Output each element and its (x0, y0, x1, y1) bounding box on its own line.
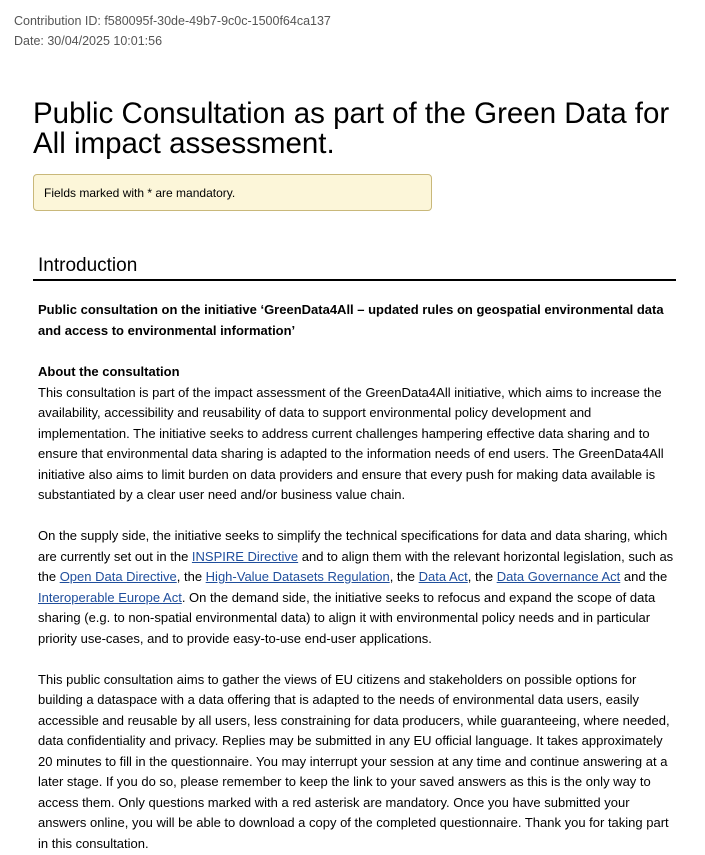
contribution-meta (14, 11, 331, 51)
section-divider (33, 279, 676, 281)
page-title: Public Consultation as part of the Green Data for All impact assessment. (33, 97, 670, 160)
high-value-datasets-link[interactable]: High-Value Datasets Regulation (205, 569, 390, 584)
supply-text-4: , the (389, 569, 419, 584)
supply-text-2: and to align them with the relevant horizontal legislation, such as the (38, 548, 674, 584)
interoperable-europe-act-link[interactable]: Interoperable Europe Act (38, 589, 182, 605)
supply-text-1: On the supply side, the initiative seeks to simplify the technical specifications for data and data sharing, which are currently set out in the (38, 528, 668, 564)
supply-text-3: , the (176, 569, 206, 584)
intro-content (38, 300, 678, 854)
open-data-directive-link[interactable]: Open Data Directive (59, 569, 177, 584)
mandatory-fields-notice: Fields marked with * are mandatory. (33, 174, 432, 211)
supply-text-5: , the (467, 569, 497, 584)
consultation-subject: Public consultation on the initiative ‘GreenData4All – updated rules on geospatial environmental data and access to environmental information’ (38, 302, 664, 338)
data-act-link[interactable]: Data Act (418, 569, 468, 584)
about-heading: About the consultation (38, 364, 180, 379)
closing-paragraph: This public consultation aims to gather the views of EU citizens and stakeholders on possible options for building a dataspace with a data offering that is adapted to the needs of environmental data users, easily accessible and reusable by all users, less constraining for data producers, while guaranteeing, where needed, data confidentiality and privacy. Replies may be submitted in any EU official language. It takes approximately 20 minutes to fill in the questionnaire. You may interrupt your session at any time and continue answering at a later stage. If you do so, please remember to keep the link to your saved answers as this is the only way to access them. Only questions marked with a red asterisk are mandatory. Once you have submitted your answers online, you will be able to download a copy of the completed questionnaire. Thank you for taking part in this consultation. (38, 671, 670, 851)
section-title: Introduction (38, 255, 138, 276)
about-paragraph: This consultation is part of the impact assessment of the GreenData4All initiative, which aims to increase the availability, accessibility and reusability of data to support environmental policy development and implementation. The initiative seeks to address current challenges hampering effective data sharing and to ensure that environmental data sharing is adapted to the information needs of end users. The GreenData4All initiative also aims to limit burden on data providers and ensure that every push for making data available is substantiated by a clear user need and/or business value chain. (38, 384, 664, 502)
supply-text-6: and the (620, 569, 668, 584)
contribution-id: Contribution ID: f580095f-30de-49b7-9c0c-1500f64ca137 (14, 14, 331, 28)
contribution-date: Date: 30/04/2025 10:01:56 (14, 34, 163, 48)
supply-text-7: . On the demand side, the initiative seeks to refocus and expand the scope of data sharing (e.g. to non-spatial environmental data) to align it with environmental policy needs and in particular priority use-cases, and to provide easy-to-use end-user applications. (38, 589, 656, 646)
data-governance-act-link[interactable]: Data Governance Act (496, 569, 621, 584)
inspire-directive-link[interactable]: INSPIRE Directive (191, 548, 299, 564)
supply-paragraph (38, 526, 678, 649)
